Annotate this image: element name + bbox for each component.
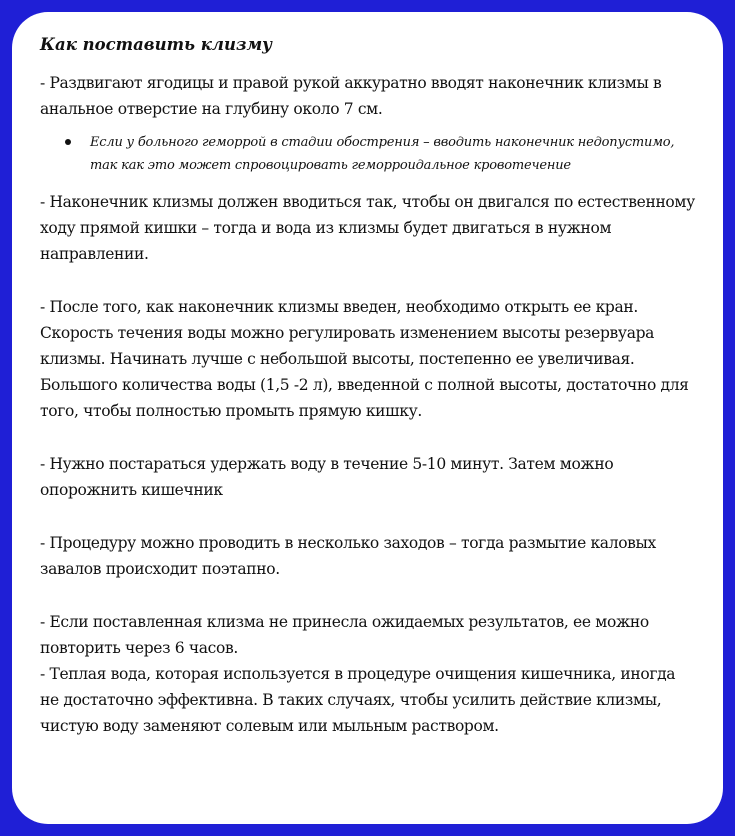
paragraph-multiple-rounds: - Процедуру можно проводить в несколько заходов – тогда размытие каловых завалов происходит поэтапно. <box>40 534 656 578</box>
paragraph-repeat: - Если поставленная клизма не принесла ожидаемых результатов, ее можно повторить через 6 часов. <box>40 613 649 657</box>
article-card <box>12 12 723 824</box>
warning-text: Если у больного геморрой в стадии обострения – вводить наконечник недопустимо, так как это может спровоцировать геморроидальное кровотечение <box>90 135 675 173</box>
paragraph-spacer <box>40 582 697 609</box>
warning-item <box>90 131 697 177</box>
paragraph-hold-water: - Нужно постараться удержать воду в течение 5-10 минут. Затем можно опорожнить кишечник <box>40 455 614 499</box>
paragraph-insert-direction: - Наконечник клизмы должен вводиться так, чтобы он двигался по естественному ходу прямой кишки – тогда и вода из клизмы будет двигаться в нужном направлении. <box>40 193 695 263</box>
paragraph-spacer <box>40 424 697 451</box>
warning-list <box>40 131 697 177</box>
paragraph-solution: - Теплая вода, которая используется в процедуре очищения кишечника, иногда не достаточно эффективна. В таких случаях, чтобы усилить действие клизмы, чистую воду заменяют солевым или мыльным раствором. <box>40 665 676 735</box>
bullet-icon <box>65 139 71 145</box>
article-title: Как поставить клизму <box>40 35 273 54</box>
paragraph-spacer <box>40 267 697 294</box>
paragraph-spacer <box>40 503 697 530</box>
paragraph-insert-tip: - Раздвигают ягодицы и правой рукой аккуратно вводят наконечник клизмы в анальное отверстие на глубину около 7 см. <box>40 74 662 118</box>
paragraph-open-valve: - После того, как наконечник клизмы введен, необходимо открыть ее кран. Скорость течения воды можно регулировать изменением высоты резервуара клизмы. Начинать лучше с небольшой высоты, постепенно ее увеличивая. Большого количества воды (1,5 -2 л), введенной с полной высоты, достаточно для того, чтобы полностью промыть прямую кишку. <box>40 298 689 420</box>
